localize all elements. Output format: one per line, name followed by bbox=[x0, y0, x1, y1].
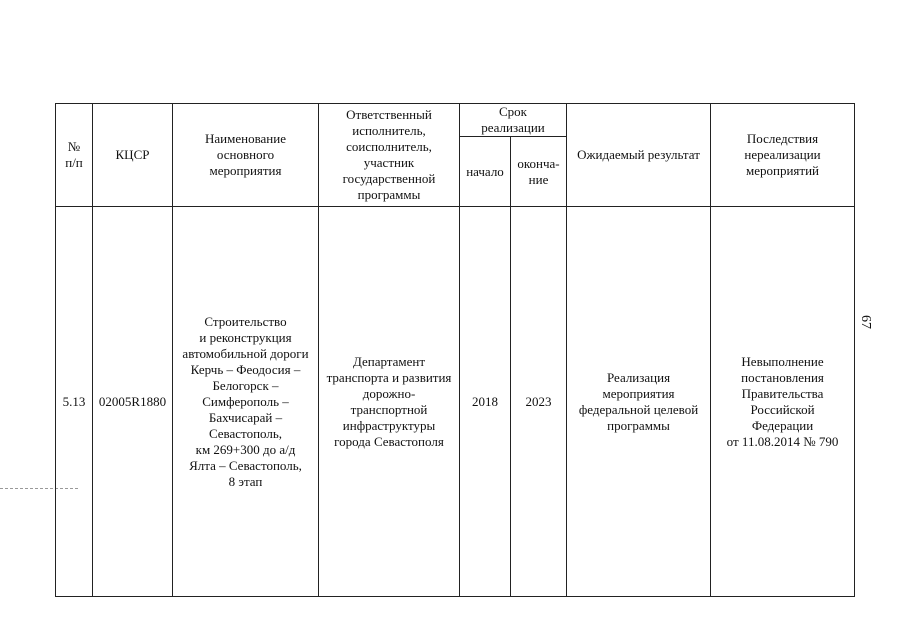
table-header-row bbox=[56, 104, 855, 137]
cell-consequences: Невыполнение постановления Правительства Российской Федерации от 11.08.2014 № 790 bbox=[711, 207, 855, 597]
header-term: Срок реализации bbox=[460, 104, 567, 137]
cell-result: Реализация мероприятия федеральной целевой программы bbox=[567, 207, 711, 597]
cell-num: 5.13 bbox=[56, 207, 93, 597]
header-result: Ожидаемый результат bbox=[567, 104, 711, 207]
header-num: № п/п bbox=[56, 104, 93, 207]
header-name: Наименование основного мероприятия bbox=[173, 104, 319, 207]
table-row bbox=[56, 207, 855, 597]
cell-executor: Департамент транспорта и развития дорожно- транспортной инфраструктуры города Севастополя bbox=[319, 207, 460, 597]
cell-start: 2018 bbox=[460, 207, 511, 597]
header-kcsr: КЦСР bbox=[93, 104, 173, 207]
header-executor: Ответственный исполнитель, соисполнитель, участник государственной программы bbox=[319, 104, 460, 207]
header-end: оконча- ние bbox=[511, 137, 567, 207]
activities-table bbox=[55, 103, 855, 597]
cell-name: Строительство и реконструкция автомобильной дороги Керчь – Феодосия – Белогорск – Симферополь – Бахчисарай – Севастополь, км 269+300 до а/д Ялта – Севастополь, 8 этап bbox=[173, 207, 319, 597]
page-number: 67 bbox=[858, 315, 873, 329]
cell-kcsr: 02005R1880 bbox=[93, 207, 173, 597]
cell-end: 2023 bbox=[511, 207, 567, 597]
header-consequences: Последствия нереализации мероприятий bbox=[711, 104, 855, 207]
header-start: начало bbox=[460, 137, 511, 207]
